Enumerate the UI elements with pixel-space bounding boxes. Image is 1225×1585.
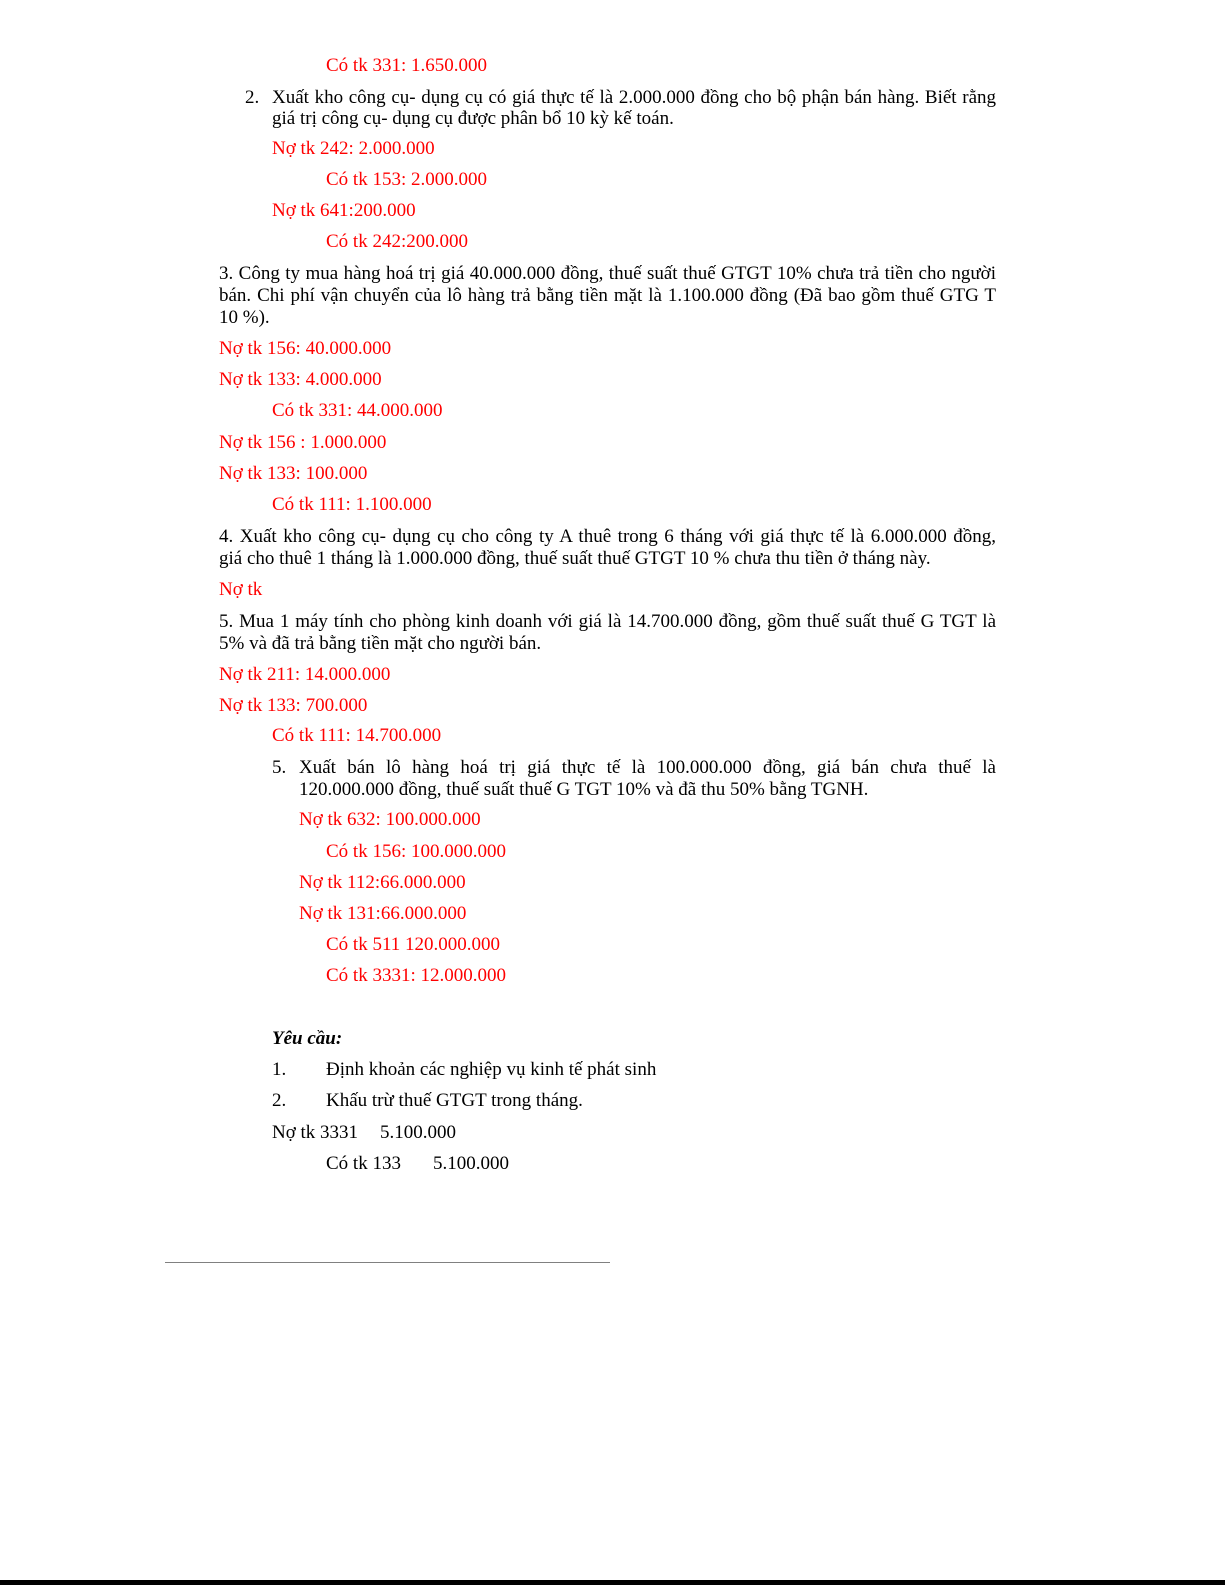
entry-debit-blank: Nợ tk (219, 579, 263, 600)
requirements-heading: Yêu cầu: (272, 1028, 343, 1049)
question-2-text-line2: giá trị công cụ- dụng cụ được phân bổ 10 kỳ kế toán. (272, 108, 674, 129)
entry-debit-156-b: Nợ tk 156 : 1.000.000 (219, 432, 387, 453)
entry-debit-3331-amount: 5.100.000 (380, 1122, 456, 1143)
entry-credit-3331: Có tk 3331: 12.000.000 (326, 965, 506, 986)
entry-debit-112: Nợ tk 112:66.000.000 (299, 872, 466, 893)
entry-debit-242: Nợ tk 242: 2.000.000 (272, 138, 435, 159)
footnote-separator (165, 1262, 610, 1263)
entry-debit-3331-account: Nợ tk 3331 (272, 1122, 359, 1143)
entry-credit-111: Có tk 111: 1.100.000 (272, 494, 432, 515)
question-3-text-line3: 10 %). (219, 307, 270, 328)
entry-debit-133-c: Nợ tk 133: 700.000 (219, 695, 368, 716)
requirement-1-text: Định khoản các nghiệp vụ kinh tế phát sinh (326, 1059, 657, 1080)
question-4-text-line2: giá cho thuê 1 tháng là 1.000.000 đồng, thuế suất thuế GTGT 10 % chưa thu tiền ở tháng này. (219, 548, 931, 569)
question-4-text-line1: 4. Xuất kho công cụ- dụng cụ cho công ty A thuê trong 6 tháng với giá thực tế là 6.000.000 đồng, (219, 526, 996, 547)
entry-debit-641: Nợ tk 641:200.000 (272, 200, 416, 221)
entry-debit-632: Nợ tk 632: 100.000.000 (299, 809, 481, 830)
question-3-text-line1: 3. Công ty mua hàng hoá trị giá 40.000.000 đồng, thuế suất thuế GTGT 10% chưa trả tiền cho người (219, 263, 996, 284)
entry-credit-331-b: Có tk 331: 44.000.000 (272, 400, 443, 421)
entry-credit-133-amount: 5.100.000 (433, 1153, 509, 1174)
entry-credit-511: Có tk 511 120.000.000 (326, 934, 500, 955)
entry-credit-331: Có tk 331: 1.650.000 (326, 55, 487, 76)
entry-debit-133: Nợ tk 133: 4.000.000 (219, 369, 382, 390)
question-2-number: 2. (245, 87, 260, 108)
question-6-text-line1: Xuất bán lô hàng hoá trị giá thực tế là 100.000.000 đồng, giá bán chưa thuế là (299, 757, 996, 778)
entry-credit-242: Có tk 242:200.000 (326, 231, 468, 252)
question-5-text-line2: 5% và đã trả bằng tiền mặt cho người bán. (219, 633, 542, 654)
entry-credit-111-b: Có tk 111: 14.700.000 (272, 725, 442, 746)
requirement-2-text: Khấu trừ thuế GTGT trong tháng. (326, 1090, 583, 1111)
entry-credit-156: Có tk 156: 100.000.000 (326, 841, 506, 862)
question-2-text-line1: Xuất kho công cụ- dụng cụ có giá thực tế là 2.000.000 đồng cho bộ phận bán hàng. Biết rằng (272, 87, 996, 108)
entry-credit-133-account: Có tk 133 (326, 1153, 401, 1174)
entry-debit-133-b: Nợ tk 133: 100.000 (219, 463, 368, 484)
entry-credit-153: Có tk 153: 2.000.000 (326, 169, 487, 190)
question-6-number: 5. (272, 757, 287, 778)
requirement-2-number: 2. (272, 1090, 287, 1111)
question-6-text-line2: 120.000.000 đồng, thuế suất thuế G TGT 10% và đã thu 50% bằng TGNH. (299, 779, 869, 800)
entry-debit-211: Nợ tk 211: 14.000.000 (219, 664, 391, 685)
page-bottom-edge (0, 1580, 1225, 1585)
question-5-text-line1: 5. Mua 1 máy tính cho phòng kinh doanh với giá là 14.700.000 đồng, gồm thuế suất thuế G TGT là (219, 611, 996, 632)
entry-debit-156: Nợ tk 156: 40.000.000 (219, 338, 392, 359)
requirement-1-number: 1. (272, 1059, 287, 1080)
question-3-text-line2: bán. Chi phí vận chuyển của lô hàng trả bằng tiền mặt là 1.100.000 đồng (Đã bao gồm thuế GTG T (219, 285, 996, 306)
entry-debit-131: Nợ tk 131:66.000.000 (299, 903, 467, 924)
